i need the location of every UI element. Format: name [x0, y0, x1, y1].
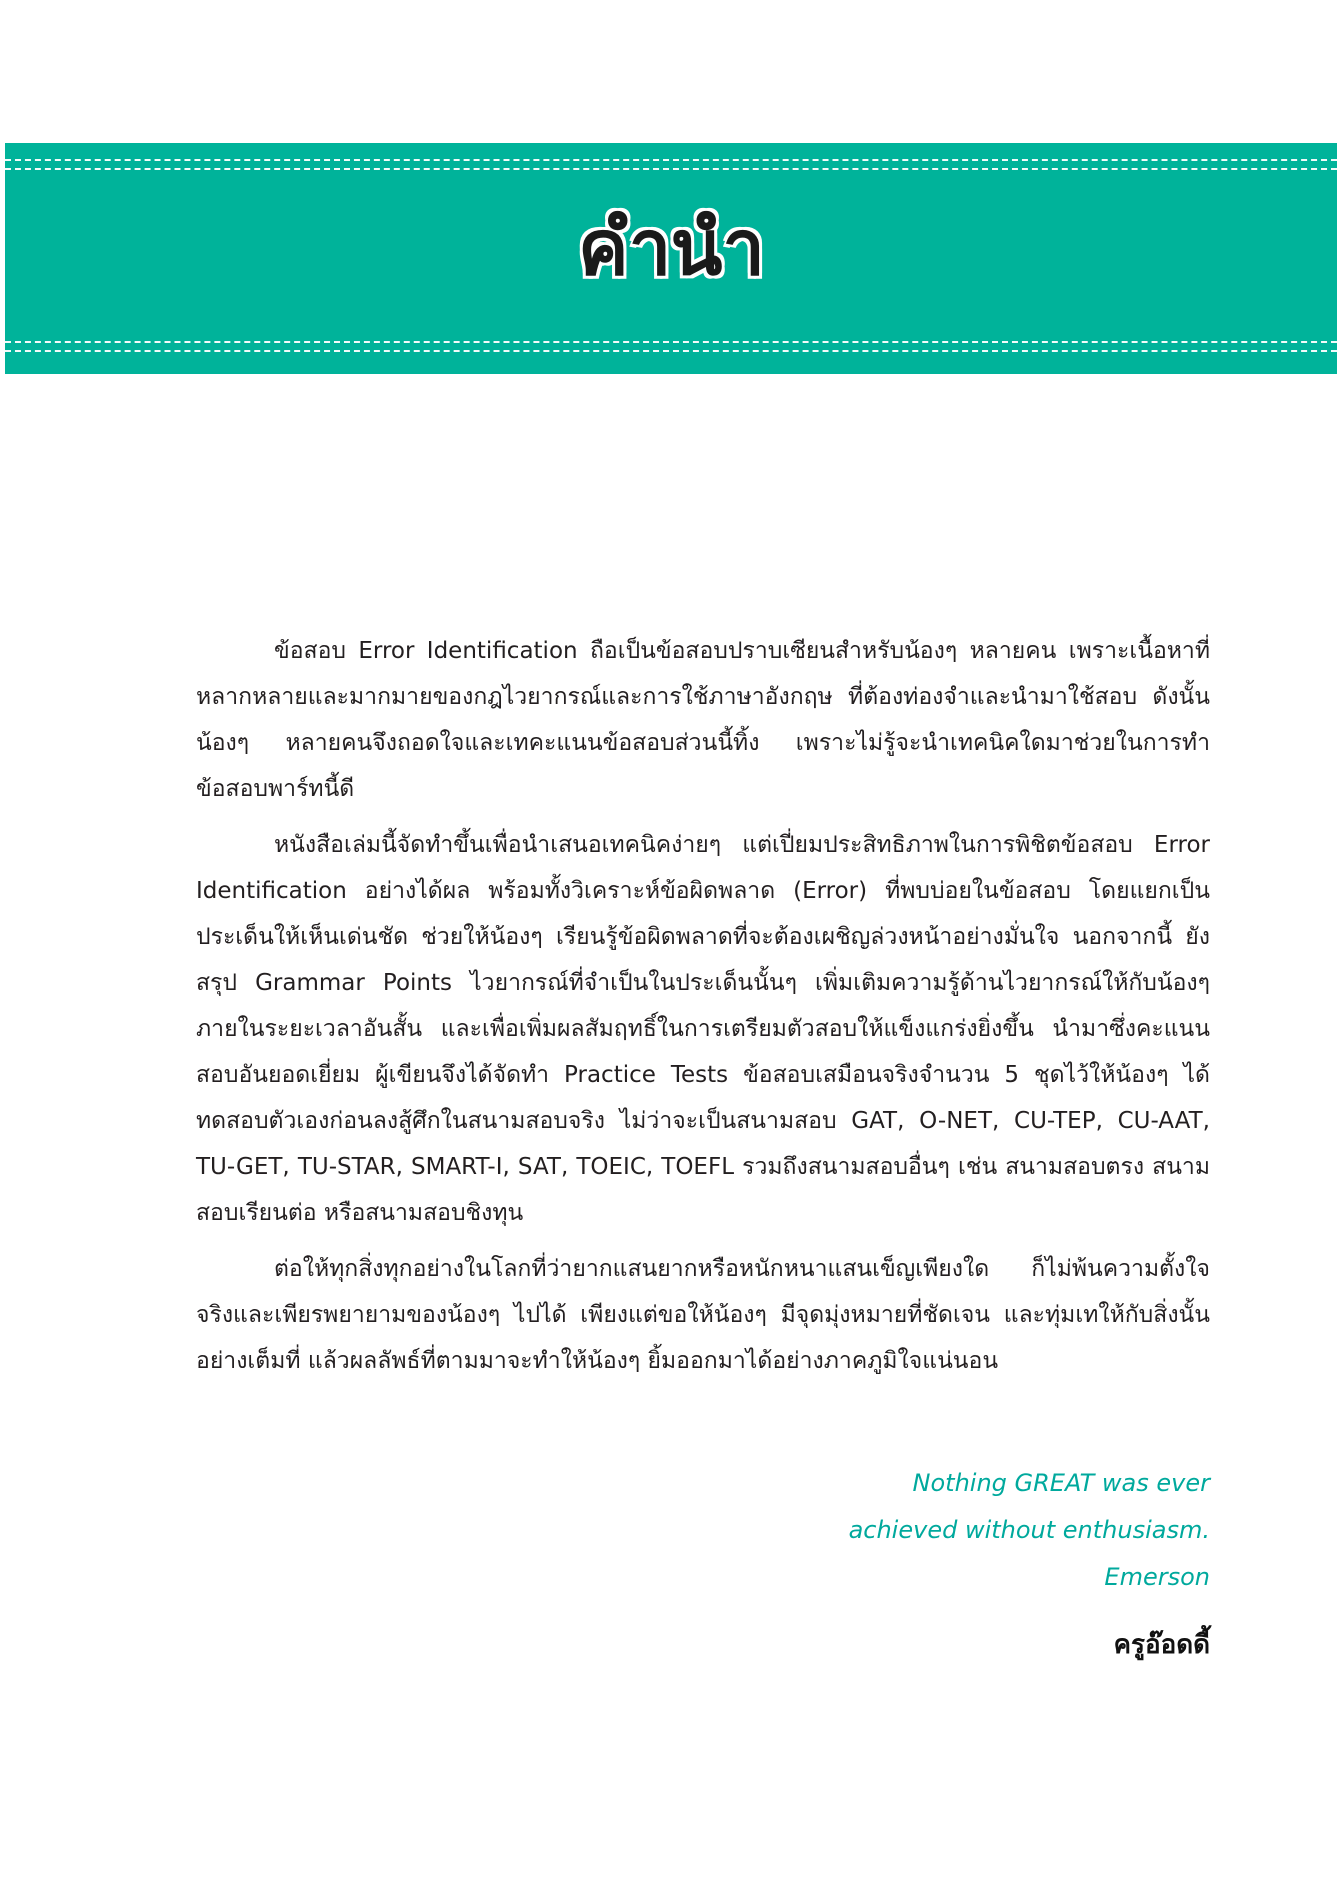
title-banner	[5, 143, 1337, 374]
paragraph-1: ข้อสอบ Error Identification ถือเป็นข้อสอบปราบเซียนสำหรับน้องๆ หลายคน เพราะเนื้อหาที่หลากหลายและมากมายของกฎไวยากรณ์และการใช้ภาษาอังกฤษ ที่ต้องท่องจำและนำมาใช้สอบ ดังนั้นน้องๆ หลายคนจึงถอดใจและเทคะแนนข้อสอบส่วนนี้ทิ้ง เพราะไม่รู้จะนำเทคนิคใดมาช่วยในการทำข้อสอบพาร์ทนี้ดี	[196, 638, 1210, 802]
preface-body	[196, 628, 1210, 1394]
stitch-line-top-1	[5, 159, 1337, 161]
stitch-line-bottom-2	[5, 350, 1337, 352]
quote-block	[849, 1460, 1210, 1601]
paragraph-3: ต่อให้ทุกสิ่งทุกอย่างในโลกที่ว่ายากแสนยากหรือหนักหนาแสนเข็ญเพียงใด ก็ไม่พ้นความตั้งใจจริงและเพียรพยายามของน้องๆ ไปได้ เพียงแต่ขอให้น้องๆ มีจุดมุ่งหมายที่ชัดเจน และทุ่มเทให้กับสิ่งนั้นอย่างเต็มที่ แล้วผลลัพธ์ที่ตามมาจะทำให้น้องๆ ยิ้มออกมาได้อย่างภาคภูมิใจแน่นอน	[196, 1256, 1210, 1374]
stitch-line-top-2	[5, 168, 1337, 170]
page-title: คำนำ	[577, 203, 765, 292]
paragraph-2: หนังสือเล่มนี้จัดทำขึ้นเพื่อนำเสนอเทคนิคง่ายๆ แต่เปี่ยมประสิทธิภาพในการพิชิตข้อสอบ Error Identification อย่างได้ผล พร้อมทั้งวิเคราะห์ข้อผิดพลาด (Error) ที่พบบ่อยในข้อสอบ โดยแยกเป็นประเด็นให้เห็นเด่นชัด ช่วยให้น้องๆ เรียนรู้ข้อผิดพลาดที่จะต้องเผชิญล่วงหน้าอย่างมั่นใจ นอกจากนี้ ยังสรุป Grammar Points ไวยากรณ์ที่จำเป็นในประเด็นนั้นๆ เพิ่มเติมความรู้ด้านไวยากรณ์ให้กับน้องๆ ภายในระยะเวลาอันสั้น และเพื่อเพิ่มผลสัมฤทธิ์ในการเตรียมตัวสอบให้แข็งแกร่งยิ่งขึ้น นำมาซึ่งคะแนนสอบอันยอดเยี่ยม ผู้เขียนจึงได้จัดทำ Practice Tests ข้อสอบเสมือนจริงจำนวน 5 ชุดไว้ให้น้องๆ ได้ทดสอบตัวเองก่อนลงสู้ศึกในสนามสอบจริง ไม่ว่าจะเป็นสนามสอบ GAT, O-NET, CU-TEP, CU-AAT, TU-GET, TU-STAR, SMART-I, SAT, TOEIC, TOEFL รวมถึงสนามสอบอื่นๆ เช่น สนามสอบตรง สนามสอบเรียนต่อ หรือสนามสอบชิงทุน	[196, 832, 1210, 1226]
quote-author: Emerson	[1104, 1563, 1210, 1591]
quote-line-2: achieved without enthusiasm.	[848, 1516, 1210, 1544]
stitch-line-bottom-1	[5, 341, 1337, 343]
quote-line-1: Nothing GREAT was ever	[912, 1469, 1210, 1497]
author-signature: ครูอ๊อดดี้	[1113, 1630, 1210, 1660]
